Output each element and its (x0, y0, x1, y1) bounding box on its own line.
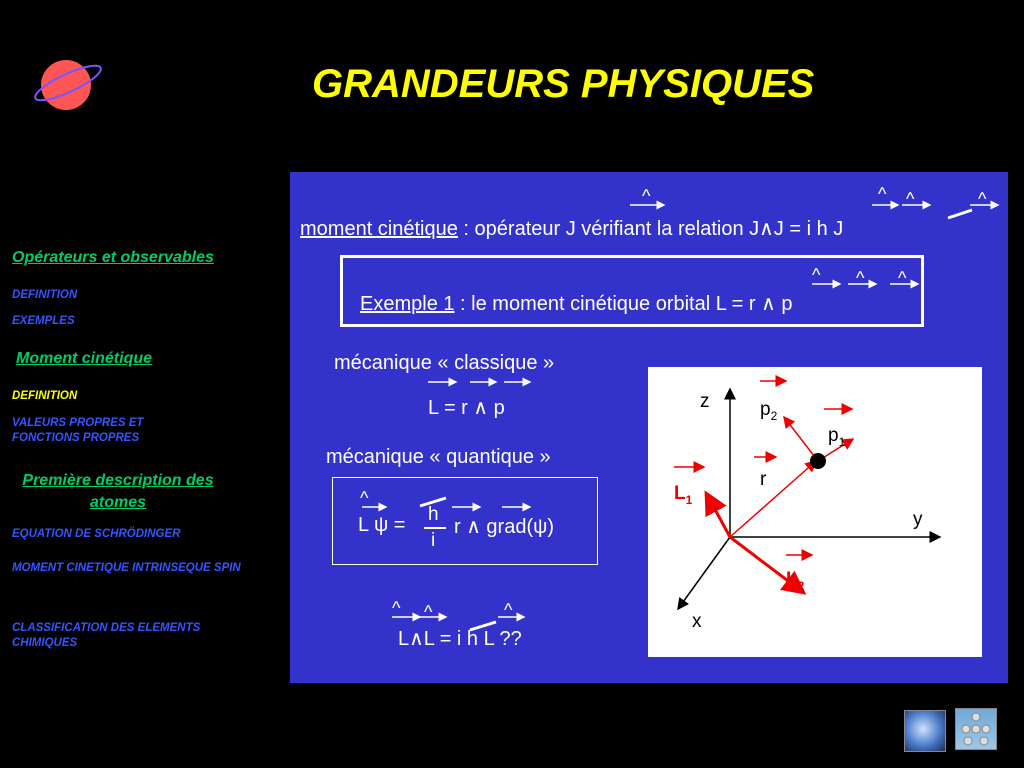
nav-schrodinger[interactable]: EQUATION DE SCHRÖDINGER (12, 528, 181, 540)
definition-line (300, 216, 843, 241)
quantum-right: r ∧ grad(ψ) (454, 516, 555, 538)
classical-heading: mécanique « classique » (334, 352, 555, 374)
r-label: r (760, 469, 767, 490)
svg-text:^: ^ (878, 184, 887, 204)
svg-text:^: ^ (424, 602, 433, 622)
question-formula: L∧L = i h L ?? (398, 628, 522, 650)
svg-text:^: ^ (360, 488, 369, 508)
svg-text:^: ^ (978, 189, 987, 209)
nav-definition-2[interactable]: DEFINITION (12, 390, 78, 402)
nav-definition-1[interactable]: DEFINITION (12, 289, 78, 301)
nav-valeurs-propres[interactable]: VALEURS PROPRES ET FONCTIONS PROPRES (12, 417, 144, 444)
angular-momentum-diagram (648, 367, 982, 657)
p2-label: $p_2$ (760, 399, 778, 423)
quantum-denominator: i (431, 530, 436, 551)
nav-moment-cinetique[interactable]: Moment cinétique (16, 350, 153, 367)
particle-dot (810, 453, 826, 469)
classical-formula: L = r ∧ p (428, 397, 505, 419)
r-vector (730, 461, 816, 537)
x-label: x (692, 611, 702, 632)
svg-text:^: ^ (642, 186, 651, 206)
svg-text:^: ^ (504, 600, 513, 620)
quantum-left: L ψ = (358, 514, 406, 536)
svg-text:^: ^ (856, 268, 865, 288)
atomium-icon[interactable] (955, 708, 997, 750)
z-label: z (700, 391, 710, 412)
svg-text:^: ^ (906, 189, 915, 209)
definition-text: : opérateur J vérifiant la relation J∧J = i h J (457, 218, 844, 240)
example-text: : le moment cinétique orbital L = r ∧ p (454, 293, 793, 315)
svg-text:^: ^ (812, 265, 821, 285)
svg-text:^: ^ (898, 268, 907, 288)
page-title: GRANDEURS PHYSIQUES (312, 62, 815, 106)
quantum-numerator: h (428, 504, 439, 525)
L1-vector (706, 493, 730, 537)
fraction-bar (424, 527, 446, 529)
y-label: y (913, 509, 923, 530)
nav-operateurs[interactable]: Opérateurs et observables (12, 249, 214, 266)
nav-classification[interactable]: CLASSIFICATION DES ELEMENTS CHIMIQUES (12, 622, 201, 649)
nav-spin[interactable]: MOMENT CINETIQUE INTRINSEQUE SPIN (12, 562, 241, 574)
globe-icon[interactable] (904, 710, 946, 752)
L2-label: $L_2$ (786, 569, 805, 593)
svg-text:^: ^ (392, 598, 401, 618)
definition-term: moment cinétique (300, 218, 458, 240)
example-line (360, 291, 792, 316)
p1-label: $p_1$ (828, 425, 846, 449)
p2-vector (784, 417, 818, 461)
planet-logo-icon (30, 55, 110, 115)
nav-exemples[interactable]: EXEMPLES (12, 315, 75, 327)
L1-label: $L_1$ (674, 483, 693, 507)
x-axis (678, 537, 730, 609)
quantum-heading: mécanique « quantique » (326, 446, 551, 468)
example-label: Exemple 1 (360, 293, 455, 315)
diagram-svg (648, 367, 982, 657)
nav-premiere-description[interactable]: Première description des atomes (22, 472, 214, 511)
